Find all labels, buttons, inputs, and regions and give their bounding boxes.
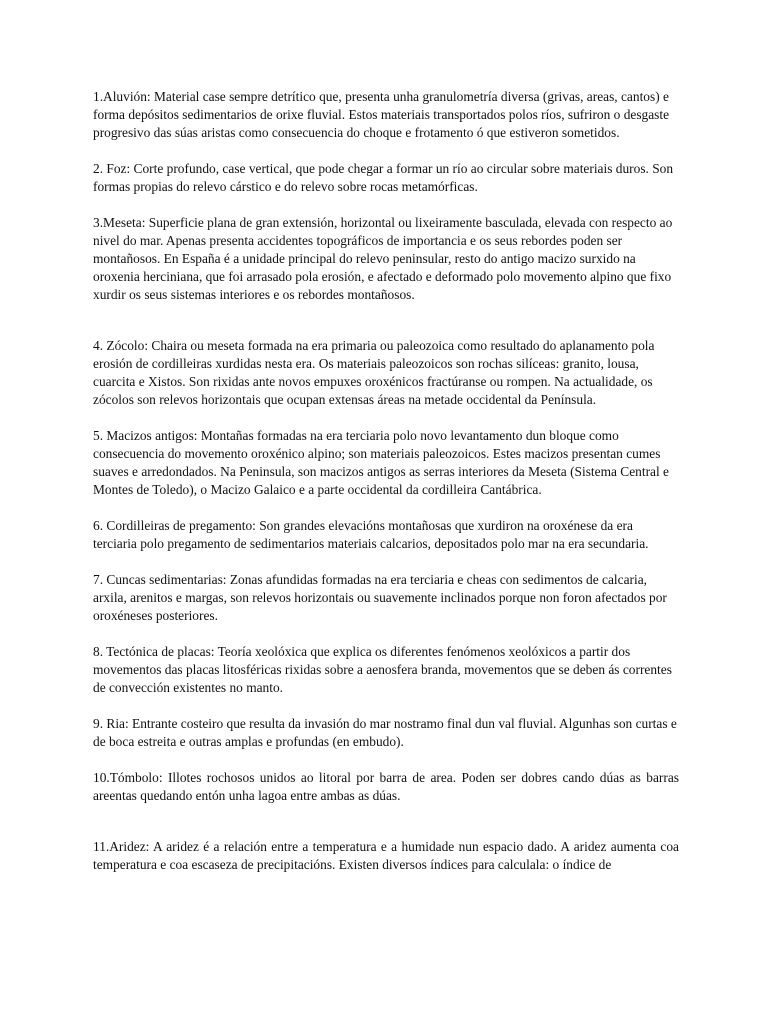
entry-aridez: 11.Aridez: A aridez é a relación entre a temperatura e a humidade nun espacio dado. A aridez aumenta coa temperatura e coa escaseza de precipitacións. Existen diversos índices para calculala: o índice de <box>93 839 679 872</box>
glossary-body <box>93 88 679 892</box>
entry-zocolo: 4. Zócolo: Chaira ou meseta formada na era primaria ou paleozoica como resultado do aplanamento pola erosión de cordilleiras xurdidas nesta era. Os materiais paleozoicos son rochas silíceas: granito, lousa, cuarcita e Xistos. Son rixidas ante novos empuxes oroxénicos fractúranse ou rompen. Na actualidade, os zócolos son relevos horizontais que ocupan extensas áreas na metade occidental da Península. <box>93 338 655 407</box>
entry-aluvion: 1.Aluvión: Material case sempre detrítico que, presenta unha granulometría diversa (grivas, areas, cantos) e forma depósitos sedimentarios de orixe fluvial. Estos materiais transportados polos ríos, sufriron o desgaste progresivo das súas aristas como consecuencia do choque e frotamento ó que estiveron sometidos. <box>93 89 670 140</box>
entry-ria: 9. Ria: Entrante costeiro que resulta da invasión do mar nostramo final dun val fluvial. Algunhas son curtas e de boca estreita e outras amplas e profundas (en embudo). <box>93 716 677 749</box>
entry-foz: 2. Foz: Corte profundo, case vertical, que pode chegar a formar un río ao circular sobre materiais duros. Son formas propias do relevo cárstico e do relevo sobre rocas metamórficas. <box>93 161 674 194</box>
entry-cordilleiras-pregamento: 6. Cordilleiras de pregamento: Son grandes elevacións montañosas que xurdiron na oroxénese da era terciaria polo pregamento de sedimentarios materiais calcarios, depositados polo mar na era secundaria. <box>93 518 649 551</box>
entry-tombolo: 10.Tómbolo: Illotes rochosos unidos ao litoral por barra de area. Poden ser dobres cando dúas as barras areentas quedando entón unha lagoa entre ambas as dúas. <box>93 770 679 803</box>
entry-tectonica-placas: 8. Tectónica de placas: Teoría xeolóxica que explica os diferentes fenómenos xeolóxicos a partir dos movementos das placas litosféricas rixidas sobre a aenosfera branda, movementos que se deben ás correntes de convección existentes no manto. <box>93 644 672 695</box>
entry-cuncas-sedimentarias: 7. Cuncas sedimentarias: Zonas afundidas formadas na era terciaria e cheas con sedimentos de calcaria, arxila, arenitos e margas, son relevos horizontais ou suavemente inclinados porque non foron afectados por oroxéneses posteriores. <box>93 572 667 623</box>
entry-macizos-antigos: 5. Macizos antigos: Montañas formadas na era terciaria polo novo levantamento dun bloque como consecuencia do movemento oroxénico alpino; son materiais paleozoicos. Estes macizos presentan cumes suaves e arredondados. Na Peninsula, son macizos antigos as serras interiores da Meseta (Sistema Central e Montes de Toledo), o Macizo Galaico e a parte occidental da cordilleira Cantábrica. <box>93 428 669 497</box>
entry-meseta: 3.Meseta: Superficie plana de gran extensión, horizontal ou lixeiramente basculada, elevada con respecto ao nivel do mar. Apenas presenta accidentes topográficos de importancia e os seus rebordes poden ser montañosos. En España é a unidade principal do relevo peninsular, resto do antigo macizo surxido na oroxenia herciniana, que foi arrasado pola erosión, e afectado e deformado polo movemento alpino que fixo xurdir os seus sistemas interiores e os rebordes montañosos. <box>93 215 673 302</box>
